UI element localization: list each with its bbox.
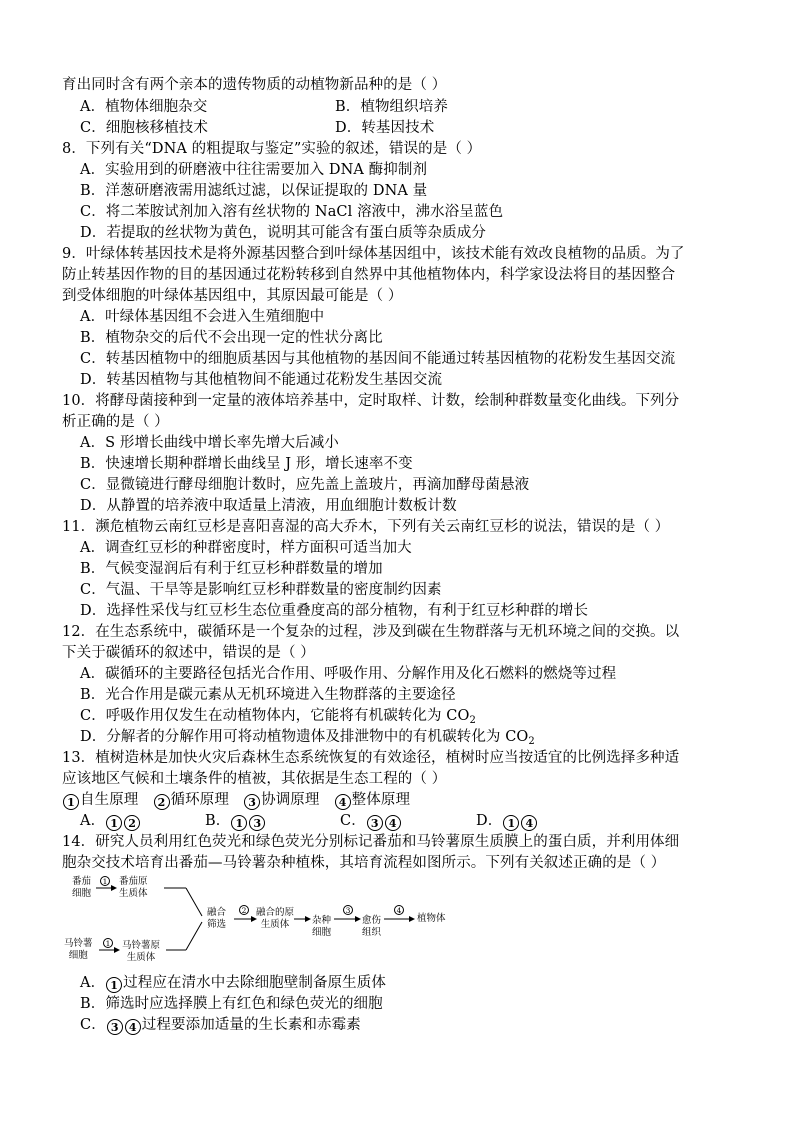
tomato-protoplast-label <box>119 876 148 900</box>
label-text: 生质体 <box>126 952 156 963</box>
label-text: 细胞 <box>68 950 88 961</box>
tomato-cell-label <box>72 876 91 900</box>
label-text: 番茄 <box>72 876 92 887</box>
option-label: C． <box>80 1017 106 1033</box>
circled-number-1: 1 <box>63 794 79 810</box>
label-text: 细胞 <box>312 927 332 938</box>
label-text: 组织 <box>362 927 382 938</box>
q11-option-c: C．气温、干旱等是影响红豆杉种群数量的密度制约因素 <box>80 582 442 598</box>
q9-option-a: A．叶绿体基因组不会进入生殖细胞中 <box>80 309 325 325</box>
circled-number-4: 4 <box>335 794 351 810</box>
q8-option-c: C．将二苯胺试剂加入溶有丝状物的 NaCl 溶液中，沸水浴呈蓝色 <box>80 204 504 220</box>
q10-stem-line1: 10．将酵母菌接种到一定量的液体培养基中，定时取样、计数，绘制种群数量变化曲线。下列分 <box>62 393 680 409</box>
principle-2: 循环原理 <box>170 792 229 808</box>
q10-stem-line2: 析正确的是（ ） <box>62 414 169 430</box>
circled-number-3: 3 <box>343 905 353 915</box>
label-text: 生质体 <box>260 919 290 930</box>
q14-stem-line1: 14．研究人员利用红色荧光和绿色荧光分别标记番茄和马铃薯原生质膜上的蛋白质，并利用体细 <box>62 834 680 850</box>
circled-number-3: 3 <box>244 794 260 810</box>
q13-option-c <box>340 811 402 832</box>
q10-option-d: D．从静置的培养液中取适量上清液，用血细胞计数板计数 <box>80 498 457 514</box>
principle-4: 整体原理 <box>351 792 411 808</box>
q10-option-a: A．S 形增长曲线中增长率先增大后减小 <box>80 435 339 451</box>
label-text: 番茄原 <box>119 876 148 887</box>
option-label: D． <box>476 813 503 829</box>
q8-stem: 8．下列有关“DNA 的粗提取与鉴定”实验的叙述，错误的是（ ） <box>62 141 482 157</box>
principle-3: 协调原理 <box>261 792 320 808</box>
subscript: 2 <box>528 736 535 747</box>
q9-stem-line1: 9．叶绿体转基因技术是将外源基因整合到叶绿体基因组中，该技术能有效改良植物的品质。为了 <box>62 246 685 262</box>
circled-number-2: 2 <box>124 815 140 831</box>
q8-option-a: A．实验用到的研磨液中往往需要加入 DNA 酶抑制剂 <box>80 162 428 178</box>
q13-principles <box>62 790 410 811</box>
q11-stem: 11．濒危植物云南红豆杉是喜阳喜湿的高大乔木，下列有关云南红豆杉的说法，错误的是（ ） <box>62 519 670 535</box>
q9-option-b: B．植物杂交的后代不会出现一定的性状分离比 <box>80 330 383 346</box>
label-text: 植物体 <box>417 913 446 924</box>
q12-option-c <box>80 706 476 727</box>
label-text: 融合 <box>207 907 227 918</box>
q12-stem-line1: 12．在生态系统中，碳循环是一个复杂的过程，涉及到碳在生物群落与无机环境之间的交换。以 <box>62 624 680 640</box>
q13-option-d <box>476 811 538 832</box>
q7-option-b: B．植物组织培养 <box>335 99 448 115</box>
circled-number-4: 4 <box>125 1019 141 1035</box>
q14-option-c <box>80 1015 361 1036</box>
label-text: 细胞 <box>72 888 92 899</box>
label-text: 马铃薯原 <box>122 940 161 951</box>
q14-stem-line2: 胞杂交技术培育出番茄—马铃薯杂种植株，其培育流程如图所示。下列有关叙述正确的是（ ） <box>62 855 666 871</box>
q9-option-d: D．转基因植物与其他植物间不能通过花粉发生基因交流 <box>80 372 443 388</box>
q13-stem-line1: 13．植树造林是加快火灾后森林生态系统恢复的有效途径，植树时应当按适宜的比例选择多种适 <box>62 750 680 766</box>
option-label: A． <box>80 975 106 991</box>
potato-protoplast-label <box>122 940 160 964</box>
somatic-hybridization-flowchart <box>62 868 462 968</box>
q12-option-a: A．碳循环的主要路径包括光合作用、呼吸作用、分解作用及化石燃料的燃烧等过程 <box>80 666 617 682</box>
fusion-selection-label <box>207 907 226 931</box>
option-label: C． <box>340 813 366 829</box>
step-1-marker <box>100 876 110 887</box>
q11-option-b: B．气候变湿润后有利于红豆杉种群数量的增加 <box>80 561 383 577</box>
option-label: B． <box>205 813 231 829</box>
circled-number-3: 3 <box>367 815 383 831</box>
label-text: 愈伤 <box>362 915 382 926</box>
label-text: 马铃薯 <box>64 938 93 949</box>
q11-option-d: D．选择性采伐与红豆杉生态位重叠度高的部分植物，有利于红豆杉种群的增长 <box>80 603 589 619</box>
q10-option-b: B．快速增长期种群增长曲线呈 J 形，增长速率不变 <box>80 456 413 472</box>
q12-option-c-text: C．呼吸作用仅发生在动植物体内，它能将有机碳转化为 CO <box>80 708 470 724</box>
q7-option-a: A．植物体细胞杂交 <box>80 99 208 115</box>
q9-stem-line2: 防止转基因作物的目的基因通过花粉转移到自然界中其他植物体内，科学家设法将目的基因整合 <box>62 267 676 283</box>
q12-option-d <box>80 727 535 748</box>
circled-number-3: 3 <box>107 1019 123 1035</box>
q12-option-b: B．光合作用是碳元素从无机环境进入生物群落的主要途径 <box>80 687 456 703</box>
q7-option-c: C．细胞核移植技术 <box>80 120 208 136</box>
callus-label <box>362 915 381 939</box>
q13-stem-line2: 应该地区气候和土壤条件的植被，其依据是生态工程的（ ） <box>62 771 447 787</box>
q12-option-d-text: D．分解者的分解作用可将动植物遗体及排泄物中的有机碳转化为 CO <box>80 729 529 745</box>
option-label: A． <box>80 813 106 829</box>
q8-option-b: B．洋葱研磨液需用滤纸过滤，以保证提取的 DNA 量 <box>80 183 428 199</box>
subscript: 2 <box>469 715 476 726</box>
label-text: 筛选 <box>207 919 227 930</box>
hybrid-cell-label <box>312 915 331 939</box>
q9-option-c: C．转基因植物中的细胞质基因与其他植物的基因间不能通过转基因植物的花粉发生基因交流 <box>80 351 676 367</box>
step-1-marker <box>103 938 113 949</box>
q12-stem-line2: 下关于碳循环的叙述中，错误的是（ ） <box>62 645 315 661</box>
label-text: 融合的原 <box>256 907 295 918</box>
circled-number-4: 4 <box>385 815 401 831</box>
principle-1: 自生原理 <box>80 792 139 808</box>
label-text: 杂种 <box>312 915 332 926</box>
potato-cell-label <box>64 938 93 962</box>
option-text: 过程要添加适量的生长素和赤霉素 <box>141 1017 361 1033</box>
q14-option-b: B．筛选时应选择膜上有红色和绿色荧光的细胞 <box>80 996 383 1012</box>
q13-option-a <box>80 811 141 832</box>
q14-option-a <box>80 973 386 994</box>
fused-protoplast-label <box>256 907 294 931</box>
circled-number-2: 2 <box>154 794 170 810</box>
circled-number-1: 1 <box>100 876 110 886</box>
option-text: 过程应在清水中去除细胞壁制备原生质体 <box>123 975 386 991</box>
plant-label <box>417 913 446 925</box>
circled-number-1: 1 <box>106 815 122 831</box>
circled-number-1: 1 <box>106 977 122 993</box>
step-2-marker <box>239 905 249 916</box>
circled-number-1: 1 <box>231 815 247 831</box>
circled-number-1: 1 <box>503 815 519 831</box>
q9-stem-line3: 到受体细胞的叶绿体基因组中，其原因最可能是（ ） <box>62 288 403 304</box>
question-7-stem-end: 育出同时含有两个亲本的遗传物质的动植物新品种的是（ ） <box>62 77 447 93</box>
step-4-marker <box>394 905 404 916</box>
q13-option-b <box>205 811 266 832</box>
q8-option-d: D．若提取的丝状物为黄色，说明其可能含有蛋白质等杂质成分 <box>80 225 486 241</box>
label-text: 生质体 <box>119 888 148 899</box>
step-3-marker <box>343 905 353 916</box>
circled-number-3: 3 <box>249 815 265 831</box>
circled-number-2: 2 <box>239 905 249 915</box>
q11-option-a: A．调查红豆杉的种群密度时，样方面积可适当加大 <box>80 540 412 556</box>
circled-number-4: 4 <box>521 815 537 831</box>
circled-number-1: 1 <box>103 938 113 948</box>
q7-option-d: D．转基因技术 <box>335 120 435 136</box>
circled-number-4: 4 <box>394 905 404 915</box>
q10-option-c: C．显微镜进行酵母细胞计数时，应先盖上盖玻片，再滴加酵母菌悬液 <box>80 477 530 493</box>
